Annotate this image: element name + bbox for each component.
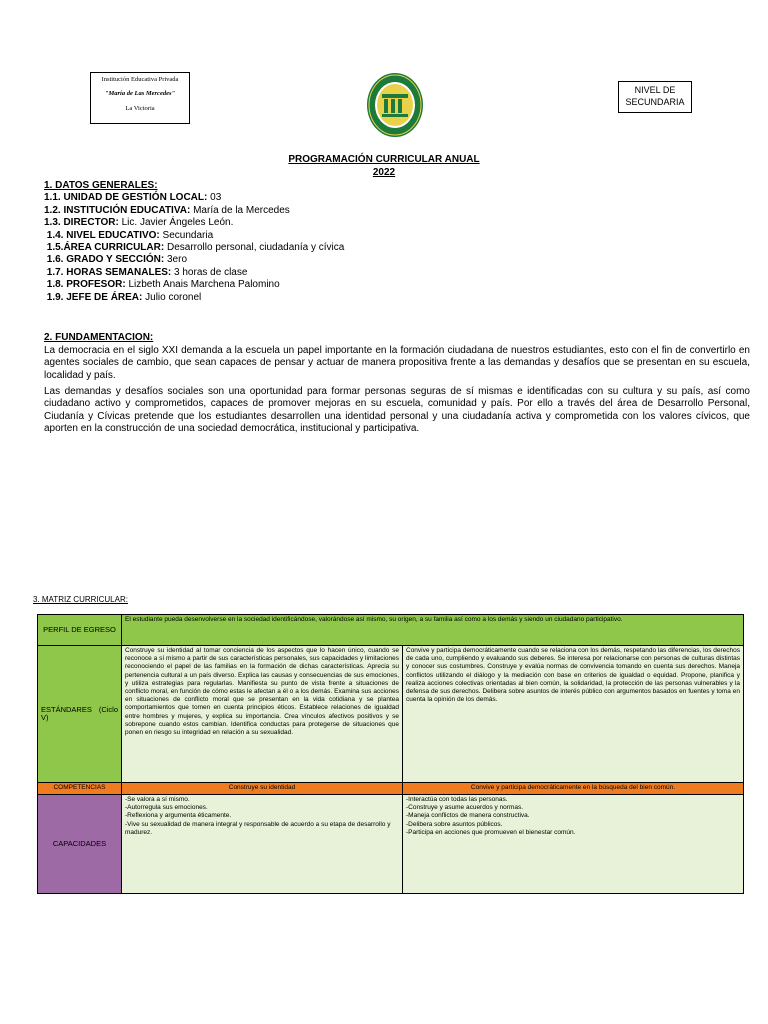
list-item: -Se valora a sí mismo. [125, 796, 190, 803]
capacidades-identidad [122, 795, 403, 894]
fundamentacion-paragraph-1: La democracia en el siglo XXI demanda a la escuela un papel importante en la formación ciudadana de nuestros estudiantes, esto con el fin de convertirlo en agentes sociales de cambio, que sean capaces de pensar y actuar de manera propositiva frente a las demandas y desafíos que se presentan en su escuela, localidad y país. [44, 345, 750, 381]
datos-item-value: Lic. Javier Ángeles León. [118, 217, 234, 229]
table-row [38, 795, 744, 894]
datos-item [44, 279, 344, 291]
list-item: -Delibera sobre asuntos públicos. [406, 820, 503, 828]
datos-item [44, 192, 344, 204]
datos-item-value: 03 [207, 192, 222, 204]
datos-item-value: Desarrollo personal, ciudadanía y cívica [164, 242, 345, 254]
datos-item-label: 1.6. GRADO Y SECCIÓN: [44, 254, 165, 266]
datos-item-label: 1.9. JEFE DE ÁREA: [44, 291, 143, 303]
datos-item-value: Secundaria [159, 229, 214, 241]
datos-item [44, 217, 344, 229]
estandar-identidad: Construye su identidad al tomar conciencia de los aspectos que lo hacen único, cuando se reconoce a sí mismo a partir de sus características personales, sus capacidades y limitaciones reconociendo el papel de las familias en la formación de dichas características. Aprecia su pertenencia cultural a un país diverso. Explica las causas y consecuencias de sus emociones, y utiliza estrategias para regularlas. Manifiesta su punto de vista frente a situaciones de conflicto moral, en función de cómo estas le afectan a él o a los demás. Examina sus acciones en situaciones de conflicto moral que se presentan en la vida cotidiana y se plantea comportamientos que tomen en cuenta principios éticos. Establece relaciones de igualdad entre hombres y mujeres, y explica su importancia. Crea vínculos afectivos positivos y se sobrepone cuando estos cambian. Identifica conductas para protegerse de situaciones que ponen en riesgo su integridad en relación a su sexualidad. [122, 646, 403, 783]
document-year: 2022 [372, 167, 396, 178]
list-item: -Participa en acciones que promueven el bienestar común. [406, 828, 576, 836]
datos-item [44, 254, 344, 266]
datos-item-value: 3ero [164, 254, 188, 266]
institution-box [90, 72, 190, 124]
datos-item-label: 1.3. DIRECTOR: [44, 217, 119, 229]
table-row [38, 615, 744, 646]
document-title: PROGRAMACIÓN CURRICULAR ANUAL [288, 154, 480, 165]
capacidades-convivencia [403, 795, 744, 894]
list-item: -Interactúa con todas las personas. [406, 796, 508, 803]
datos-item-label: 1.5.ÁREA CURRICULAR: [44, 242, 165, 254]
list-item: -Vive su sexualidad de manera integral y responsable de acuerdo a su etapa de desarrollo y madurez. [125, 820, 391, 836]
datos-generales-heading: 1. DATOS GENERALES: [44, 180, 158, 191]
table-row [38, 646, 744, 783]
competencia-identidad: Construye su identidad [122, 783, 403, 795]
perfil-text: El estudiante pueda desenvolverse en la sociedad identificándose, valorándose así mismo, su origen, a su familia así como a los demás y siendo un ciudadano participativo. [122, 615, 744, 646]
matriz-curricular-table [37, 614, 744, 894]
list-item: -Autorregula sus emociones. [125, 804, 208, 812]
datos-item [44, 242, 344, 254]
fundamentacion-heading: 2. FUNDAMENTACION: [44, 332, 154, 343]
datos-item [44, 205, 344, 217]
school-seal-logo [366, 72, 424, 138]
level-line-1: NIVEL DE [634, 85, 676, 95]
list-item: -Maneja conflictos de manera constructiva. [406, 812, 530, 820]
level-box [618, 81, 692, 113]
datos-item-label: 1.8. PROFESOR: [44, 279, 126, 291]
fundamentacion-paragraph-2: Las demandas y desafíos sociales son una oportunidad para formar personas seguras de sí mismas e identificadas con su cultura y su país, así como ciudadano activo y comprometidos, capaces de promover mejoras en su escuela, comunidad y país. Por ello a través del área de Desarrollo Personal, Ciudanía y Cívicas pretende que los estudiantes desarrollen una identidad personal y una ciudadanía activa y comprometida con los valores cívicos, que aporten en la construcción de una sociedad democrática, institucional y participativa. [44, 386, 750, 435]
datos-item-value: 3 horas de clase [171, 266, 248, 278]
datos-item-label: 1.4. NIVEL EDUCATIVO: [44, 229, 160, 241]
level-line-2: SECUNDARIA [625, 97, 685, 108]
datos-generales [44, 180, 344, 304]
datos-item [44, 267, 344, 279]
datos-item-label: 1.2. INSTITUCIÓN EDUCATIVA: [44, 204, 191, 216]
institution-type: Institución Educativa Privada [101, 76, 179, 83]
datos-item [44, 230, 344, 242]
datos-item-label: 1.1. UNIDAD DE GESTIÓN LOCAL: [44, 192, 208, 204]
datos-item [44, 292, 344, 304]
competencias-label: COMPETENCIAS [38, 783, 122, 795]
competencia-convivencia: Convive y participa democráticamente en la búsqueda del bien común. [403, 783, 744, 795]
datos-item-value: María de la Mercedes [190, 204, 290, 216]
institution-location: La Victoria [125, 104, 155, 112]
capacidades-label: CAPACIDADES [38, 795, 122, 894]
matriz-heading: 3. MATRIZ CURRICULAR: [33, 595, 128, 604]
datos-item-value: Julio coronel [142, 291, 202, 303]
list-item: -Construye y asume acuerdos y normas. [406, 804, 524, 812]
list-item: -Reflexiona y argumenta éticamente. [125, 812, 232, 820]
table-row [38, 783, 744, 795]
institution-name: "María de Las Mercedes" [104, 90, 176, 98]
datos-item-label: 1.7. HORAS SEMANALES: [44, 266, 172, 278]
perfil-label: PERFIL DE EGRESO [38, 615, 122, 646]
estandar-convivencia: Convive y participa democráticamente cuando se relaciona con los demás, respetando las diferencias, los derechos de cada uno, cumpliendo y evaluando sus deberes. Se interesa por relacionarse con personas de culturas distintas y conocer sus costumbres. Construye y evalúa normas de convivencia tomando en cuenta sus derechos. Maneja conflictos utilizando el diálogo y la mediación con base en criterios de igualdad o equidad. Propone, planifica y realiza acciones colectivas orientadas al bien común, la solidaridad, la protección de las personas vulnerables y la defensa de sus derechos. Delibera sobre asuntos de interés público con argumentos basados en fuentes y toma en cuenta la opinión de los demás. [403, 646, 744, 783]
datos-item-value: Lizbeth Anais Marchena Palomino [125, 279, 280, 291]
estandares-label: ESTÁNDARES (Ciclo V) [38, 646, 122, 783]
